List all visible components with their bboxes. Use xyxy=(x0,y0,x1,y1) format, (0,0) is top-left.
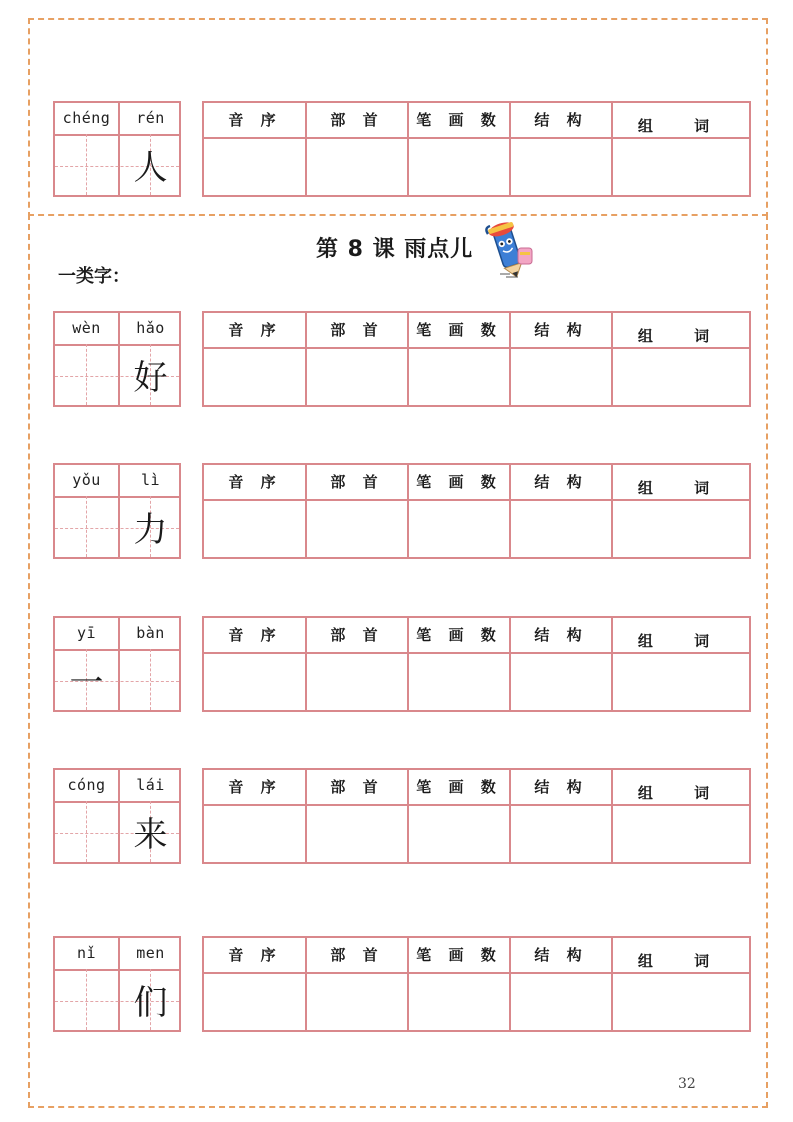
hanzi-right: 们 xyxy=(133,983,168,1023)
info-header: 笔 画 数 xyxy=(416,111,502,129)
info-header: 组 词 xyxy=(637,479,728,497)
info-header: 组 词 xyxy=(637,632,728,650)
pinyin-divider xyxy=(55,496,179,498)
pinyin-divider xyxy=(55,344,179,346)
info-header: 笔 画 数 xyxy=(416,473,502,491)
writing-grid xyxy=(53,768,181,864)
hanzi-right: 好 xyxy=(133,358,168,398)
hanzi-left xyxy=(55,349,118,407)
info-header: 结 构 xyxy=(534,946,588,964)
info-header: 笔 画 数 xyxy=(416,626,502,644)
hanzi-left xyxy=(55,974,118,1032)
pinyin-divider xyxy=(55,649,179,651)
writing-grid xyxy=(53,936,181,1032)
hanzi-left xyxy=(55,806,118,864)
header-divider xyxy=(204,347,749,349)
pinyin-divider xyxy=(55,969,179,971)
info-header: 结 构 xyxy=(534,626,588,644)
pinyin-left: cóng xyxy=(67,776,106,794)
pinyin-left: yī xyxy=(76,624,97,642)
character-row xyxy=(0,616,793,716)
info-header: 部 首 xyxy=(330,778,384,796)
pinyin-right: hǎo xyxy=(136,319,165,337)
pinyin-right: lái xyxy=(136,776,165,794)
info-header: 部 首 xyxy=(330,473,384,491)
hanzi-left xyxy=(55,501,118,559)
pinyin-right: lì xyxy=(140,471,161,489)
category-label: 一类字： xyxy=(58,266,130,287)
header-divider xyxy=(204,972,749,974)
character-info-table xyxy=(202,936,751,1032)
character-info-table xyxy=(202,616,751,712)
pinyin-right: men xyxy=(136,944,165,962)
pinyin-divider xyxy=(55,801,179,803)
info-header: 结 构 xyxy=(534,473,588,491)
info-header: 音 序 xyxy=(228,321,282,339)
writing-grid xyxy=(53,101,181,197)
info-header: 笔 画 数 xyxy=(416,946,502,964)
info-header: 音 序 xyxy=(228,778,282,796)
character-row xyxy=(0,936,793,1036)
info-header: 笔 画 数 xyxy=(416,321,502,339)
info-header: 音 序 xyxy=(228,946,282,964)
pinyin-right: rén xyxy=(136,109,165,127)
info-header: 笔 画 数 xyxy=(416,778,502,796)
info-header: 组 词 xyxy=(637,784,728,802)
character-row xyxy=(0,463,793,563)
header-divider xyxy=(204,652,749,654)
info-header: 音 序 xyxy=(228,626,282,644)
pinyin-left: yǒu xyxy=(72,471,101,489)
info-header: 组 词 xyxy=(637,952,728,970)
page-number: 32 xyxy=(678,1076,696,1092)
hanzi-right: 来 xyxy=(133,815,168,855)
info-header: 部 首 xyxy=(330,111,384,129)
info-header: 组 词 xyxy=(637,327,728,345)
hanzi-right: 人 xyxy=(133,148,168,188)
info-header: 结 构 xyxy=(534,321,588,339)
header-divider xyxy=(204,804,749,806)
pinyin-right: bàn xyxy=(136,624,165,642)
hanzi-left: 一 xyxy=(69,663,104,703)
hanzi-right xyxy=(119,654,182,712)
hanzi-right: 力 xyxy=(133,510,168,550)
header-divider xyxy=(204,137,749,139)
character-info-table xyxy=(202,101,751,197)
pinyin-left: nǐ xyxy=(76,944,97,962)
character-info-table xyxy=(202,463,751,559)
character-info-table xyxy=(202,311,751,407)
info-header: 结 构 xyxy=(534,111,588,129)
hanzi-left xyxy=(55,139,118,197)
character-row xyxy=(0,311,793,411)
header-divider xyxy=(204,499,749,501)
pinyin-divider xyxy=(55,134,179,136)
pinyin-left: chéng xyxy=(62,109,111,127)
info-header: 部 首 xyxy=(330,626,384,644)
writing-grid xyxy=(53,463,181,559)
info-header: 结 构 xyxy=(534,778,588,796)
info-header: 部 首 xyxy=(330,946,384,964)
writing-grid xyxy=(53,311,181,407)
lesson-title: 第 8 课 雨点儿 xyxy=(316,237,474,262)
character-info-table xyxy=(202,768,751,864)
pencil-mascot-icon xyxy=(478,218,540,282)
info-header: 音 序 xyxy=(228,473,282,491)
character-row xyxy=(0,101,793,201)
info-header: 部 首 xyxy=(330,321,384,339)
info-header: 音 序 xyxy=(228,111,282,129)
writing-grid xyxy=(53,616,181,712)
pinyin-left: wèn xyxy=(72,319,101,337)
info-header: 组 词 xyxy=(637,117,728,135)
character-row xyxy=(0,768,793,868)
